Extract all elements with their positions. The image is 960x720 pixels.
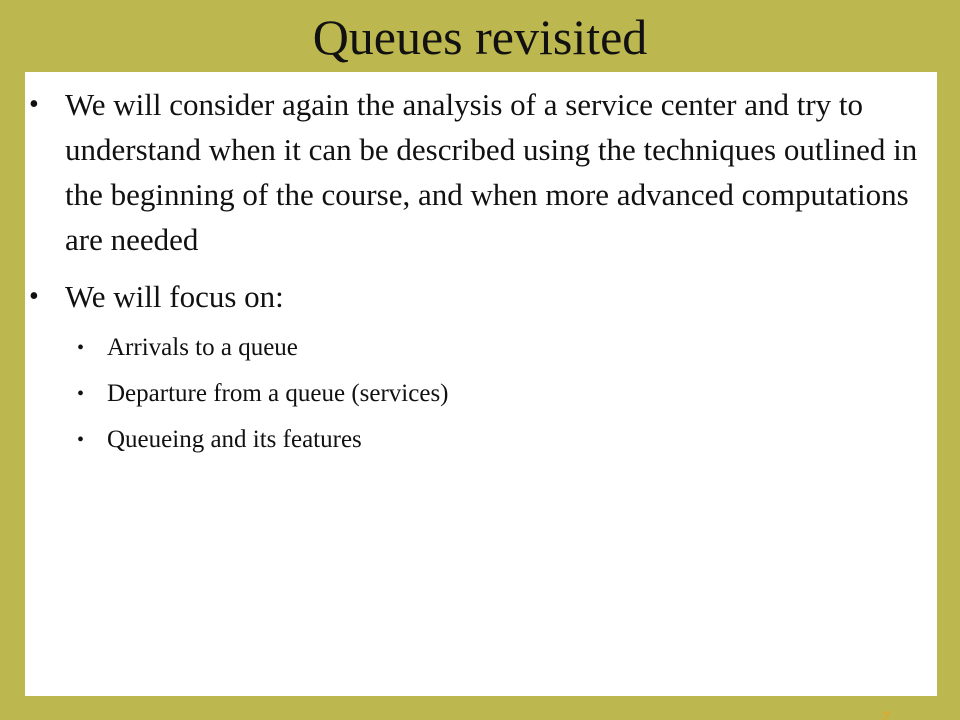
sub-bullet-arrivals bbox=[25, 325, 937, 371]
bullet-text: We will focus on: bbox=[65, 279, 284, 314]
bullet-text: We will consider again the analysis of a service center and try to understand when it can be described using the techniques outlined in the beginning of the course, and when more advanced computations are needed bbox=[65, 87, 918, 257]
sub-bullet-dot-icon: • bbox=[77, 429, 85, 451]
sub-bullet-dot-icon: • bbox=[77, 383, 85, 405]
bullet-dot-icon: • bbox=[29, 281, 39, 312]
bullet-item-analysis bbox=[25, 82, 927, 262]
bullet-item-focus bbox=[25, 274, 927, 319]
bullet-list bbox=[25, 82, 937, 319]
slide-title: Queues revisited bbox=[312, 9, 648, 65]
page-number: 2 bbox=[882, 708, 890, 720]
bullet-dot-icon: • bbox=[29, 89, 39, 120]
sub-bullet-dot-icon: • bbox=[77, 337, 85, 359]
content-panel bbox=[25, 72, 937, 696]
sub-bullet-text: Departure from a queue (services) bbox=[107, 380, 449, 407]
sub-bullet-text: Queueing and its features bbox=[107, 426, 362, 453]
sub-bullet-queueing bbox=[25, 417, 937, 463]
sub-bullet-departure bbox=[25, 371, 937, 417]
sub-bullet-list bbox=[25, 325, 937, 463]
sub-bullet-text: Arrivals to a queue bbox=[107, 334, 298, 361]
